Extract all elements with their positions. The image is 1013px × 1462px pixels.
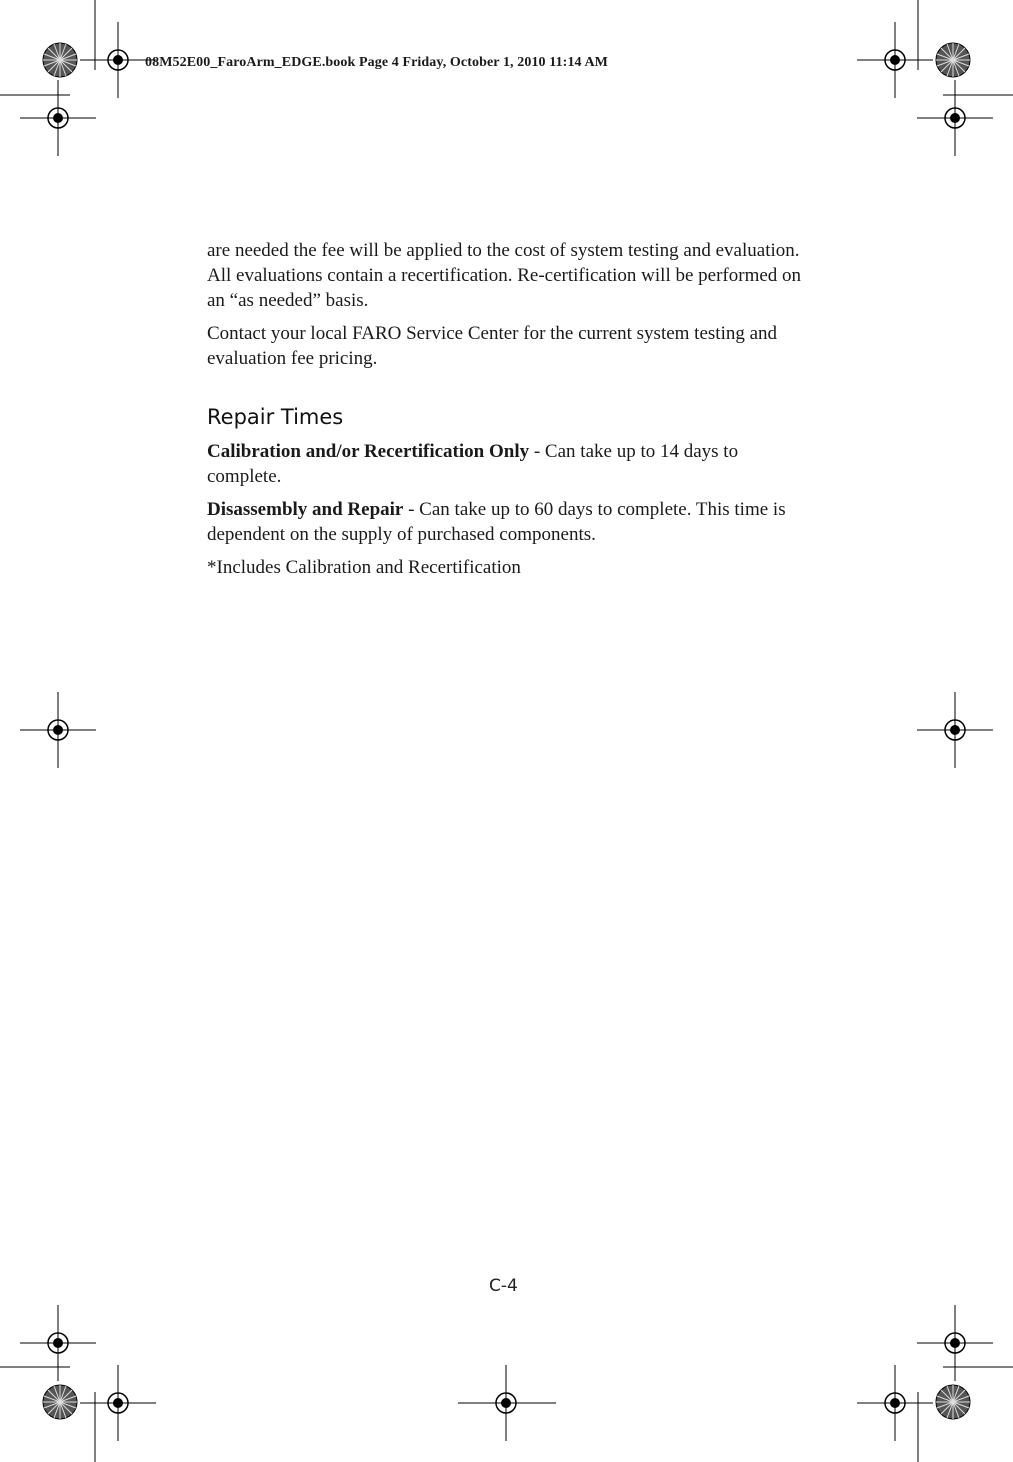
registration-mark-icon [20, 80, 96, 156]
repair-time-term: Calibration and/or Recertification Only [207, 441, 530, 462]
registration-mark-icon [857, 1365, 933, 1441]
registration-mark-icon [80, 1365, 156, 1441]
repair-time-text: - Can take up to 14 days to complete. [207, 441, 739, 487]
body-paragraph-contact: Contact your local FARO Service Center for the current system testing and evaluation fee pricing. [207, 323, 778, 369]
section-heading-repair-times: Repair Times [207, 405, 344, 429]
color-wheel-icon [43, 43, 77, 77]
repair-time-text: - Can take up to 60 days to complete. This time is dependent on the supply of purchased components. [207, 499, 786, 545]
registration-mark-icon [20, 692, 96, 768]
registration-mark-icon [917, 1305, 993, 1381]
color-wheel-icon [43, 1385, 77, 1419]
color-wheel-icon [936, 1385, 970, 1419]
color-wheel-icon [936, 43, 970, 77]
footnote: *Includes Calibration and Recertification [207, 557, 521, 578]
registration-mark-icon [857, 22, 933, 98]
registration-mark-icon [917, 80, 993, 156]
repair-time-disassembly [207, 497, 807, 547]
repair-time-term: Disassembly and Repair [207, 499, 404, 520]
registration-mark-icon [917, 692, 993, 768]
page-content [207, 238, 807, 588]
page-number: C-4 [489, 1276, 518, 1296]
registration-mark-icon [20, 1305, 96, 1381]
repair-time-calibration [207, 439, 807, 489]
body-paragraph-fee: are needed the fee will be applied to the cost of system testing and evaluation. All evaluations contain a recertification. Re-certification will be performed on an “as needed” basis. [207, 240, 802, 311]
print-slug: 08M52E00_FaroArm_EDGE.book Page 4 Friday, October 1, 2010 11:14 AM [145, 55, 609, 70]
